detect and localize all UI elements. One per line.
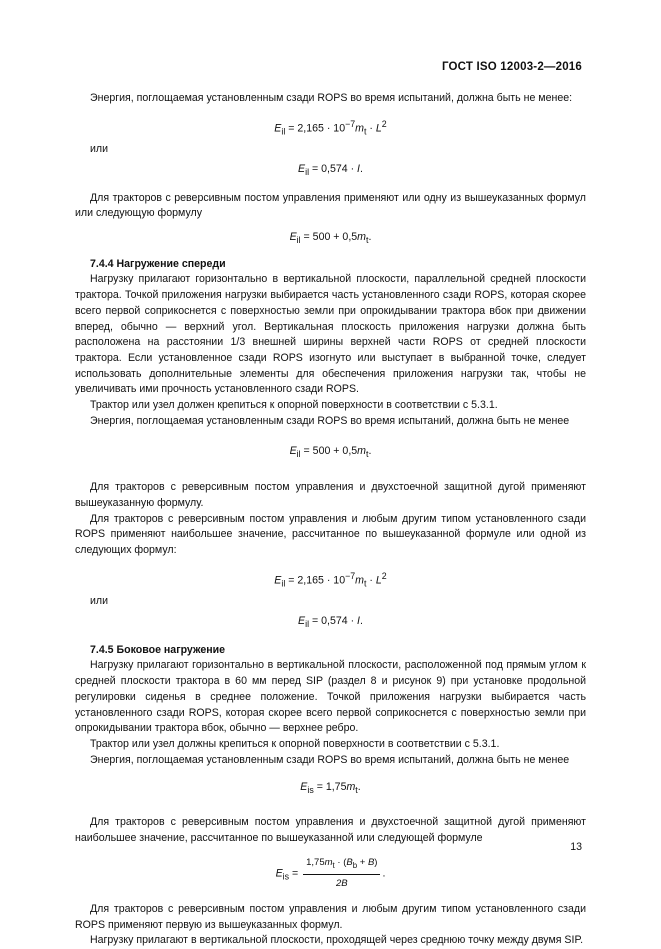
paragraph: Нагрузку прилагают горизонтально в вертикальной плоскости, расположенной под прямым углом к средней плоскости трактора в 60 мм перед SIP (раздел 8 и рисунок 9) при установке продольной регулировки сиденья в среднее положение. Точкой приложения нагрузки выбирается часть установленного сзади ROPS, которая скорее всего первой соприкоснется с поверхностью земли при опрокидывании трактора вбок, обычно — верхнее ребро.: [75, 659, 586, 735]
formula-fraction: $E_{is}$ = $\frac{1,75m_t \cdot (B_b + B)}{2B}$ .: [75, 855, 586, 892]
or-text: или: [90, 595, 109, 608]
paragraph: Энергия, поглощаемая установленным сзади ROPS во время испытаний, должна быть не менее: [90, 753, 570, 766]
page-number: 13: [570, 841, 582, 853]
formula: $E_{il} = 0,574 \cdot I$.: [298, 614, 363, 629]
paragraph: Для тракторов с реверсивным постом управления и любым другим типом установленного сзади ROPS применяют первую из вышеуказанных формул.: [75, 902, 586, 931]
paragraph: Энергия, поглощаемая установленным сзади ROPS во время испытаний, должна быть не менее:: [90, 92, 573, 104]
formula: $E_{il} = 500 + 0,5m_t$.: [289, 230, 372, 246]
or-text: или: [90, 143, 109, 156]
paragraph: Нагрузку прилагают в вертикальной плоскости, проходящей через среднюю точку между двумя SIP.: [90, 934, 584, 947]
formula: $E_{il} = 0,574 \cdot I$.: [298, 162, 363, 177]
paragraph: Трактор или узел должен крепиться к опорной поверхности в соответствии с 5.3.1.: [90, 399, 498, 412]
document-header: ГОСТ ISO 12003-2—2016: [441, 61, 582, 73]
section-heading: 7.4.5 Боковое нагружение: [90, 643, 226, 656]
paragraph: Для тракторов с реверсивным постом управления и двухстоечной защитной дугой применяют вышеуказанную формулу.: [75, 481, 586, 510]
paragraph: Для тракторов с реверсивным постом управления применяют или одну из вышеуказанных формул или следующую формулу: [75, 191, 586, 220]
paragraph: Трактор или узел должны крепиться к опорной поверхности в соответствии с 5.3.1.: [90, 737, 500, 750]
paragraph: Энергия, поглощаемая установленным сзади ROPS во время испытаний, должна быть не менее: [90, 414, 570, 427]
paragraph: Для тракторов с реверсивным постом управления и двухстоечной защитной дугой применяют наибольшее значение, рассчитанное по вышеуказанной или следующей формуле: [75, 816, 586, 844]
document-body: [75, 91, 586, 949]
paragraph: Нагрузку прилагают горизонтально в вертикальной плоскости, параллельной средней плоскости трактора. Точкой приложения нагрузки выбирается часть установленного сзади ROPS, которая скорее всего первой соприкоснется с поверхностью земли при опрокидывании трактора вбок при движении вперед, обычно — верхний угол. Вертикальная плоскость приложения нагрузки должна быть расположена на расстоянии 1/3 внешней ширины верхней части ROPS от средней плоскости трактора. Если установленное сзади ROPS изогнуто или выступает в выбранной точке, следует использовать дополнительные элементы для обеспечения приложения нагрузки так, чтобы не увеличивать ими прочность установленного сзади ROPS.: [75, 273, 586, 396]
section-heading: 7.4.4 Нагружение спереди: [90, 257, 226, 270]
formula: $E_{il} = 500 + 0,5m_t$.: [289, 444, 372, 459]
formula: $E_{il} = 2,165 \cdot 10^{-7}m_t \cdot L^2$: [274, 570, 387, 589]
formula: $E_{is} = 1,75m_t$.: [300, 781, 361, 796]
fraction: $\frac{1,75m_t \cdot (B_b + B)}{2B}$: [303, 855, 380, 892]
paragraph: Для тракторов с реверсивным постом управления и любым другим типом установленного сзади ROPS применяют наибольшее значение, рассчитанное по вышеуказанной формуле или одной из следующих формул:: [75, 512, 586, 557]
formula: $E_{il} = 2,165 \cdot 10^{-7}m_t \cdot L^2$: [274, 118, 387, 137]
